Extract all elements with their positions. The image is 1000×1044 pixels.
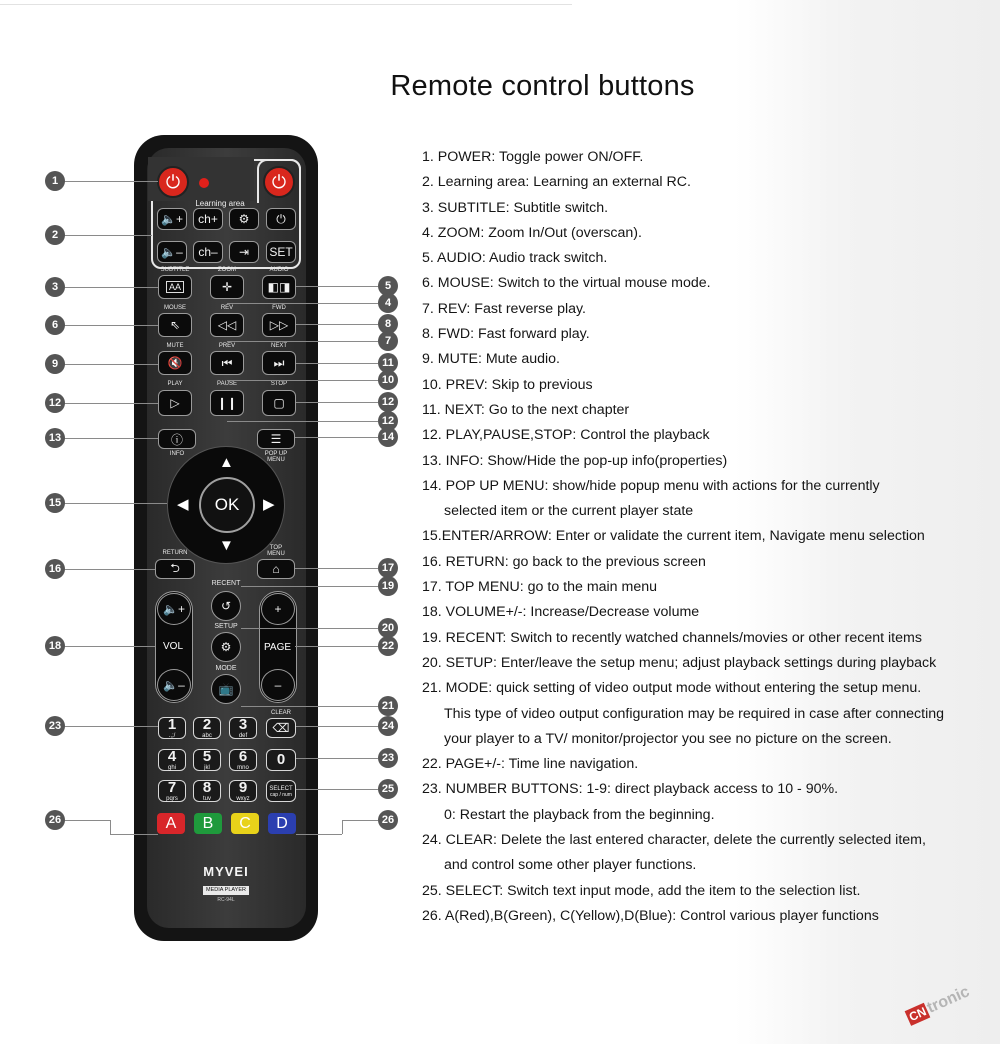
callout-11: 11 bbox=[378, 353, 398, 373]
mute-icon: 🔇 bbox=[167, 356, 183, 370]
model-number: RC-94L bbox=[217, 897, 235, 903]
ok-button[interactable]: OK bbox=[199, 477, 255, 533]
channel-down-label: ch– bbox=[198, 245, 218, 259]
skip-previous-icon: ⏮ bbox=[221, 355, 233, 370]
leader-line bbox=[296, 286, 378, 287]
media-player-badge: MEDIA PLAYER bbox=[203, 886, 249, 895]
blue-d-button[interactable]: D bbox=[268, 813, 296, 834]
subtitle-label: SUBTITLE bbox=[160, 267, 190, 273]
cursor-icon: ⇖ bbox=[169, 318, 181, 332]
arrow-down-button[interactable]: ▼ bbox=[219, 537, 234, 554]
learn-volume-down-button[interactable] bbox=[157, 241, 187, 263]
leader-line bbox=[227, 380, 378, 381]
callout-4: 4 bbox=[378, 293, 398, 313]
leader-line bbox=[296, 726, 378, 727]
description-line: 0: Restart the playback from the beginning. bbox=[444, 806, 715, 823]
leader-line bbox=[64, 364, 158, 365]
description-line: 19. RECENT: Switch to recently watched channels/movies or other recent items bbox=[422, 629, 922, 646]
callout-5: 5 bbox=[378, 276, 398, 296]
zoom-icon: ✛ bbox=[221, 280, 233, 294]
prev-button[interactable] bbox=[210, 351, 244, 375]
info-label: INFO bbox=[169, 451, 185, 457]
plus-icon: + bbox=[274, 602, 282, 616]
channel-up-label: ch+ bbox=[198, 212, 218, 226]
description-line: 16. RETURN: go back to the previous screen bbox=[422, 553, 706, 570]
callout-26: 26 bbox=[378, 810, 398, 830]
callout-7: 7 bbox=[378, 331, 398, 351]
stop-icon: ▢ bbox=[273, 396, 285, 410]
number-6-button[interactable]: 6 mno bbox=[229, 749, 257, 771]
description-line: 2. Learning area: Learning an external RC. bbox=[422, 174, 691, 191]
popup-menu-button[interactable] bbox=[257, 429, 295, 449]
learn-settings-button[interactable] bbox=[229, 208, 259, 230]
leader-line bbox=[296, 758, 378, 759]
info-button[interactable] bbox=[158, 429, 196, 449]
learn-power-small-button[interactable] bbox=[266, 208, 296, 230]
learning-area-label: Learning area bbox=[190, 199, 250, 208]
gear-icon: ⚙ bbox=[220, 640, 232, 654]
select-button[interactable]: SELECT cap / num bbox=[266, 780, 296, 802]
callout-8: 8 bbox=[378, 314, 398, 334]
callout-23: 23 bbox=[378, 748, 398, 768]
leader-line bbox=[296, 324, 378, 325]
arrow-right-button[interactable]: ▶ bbox=[263, 496, 275, 513]
fwd-label: FWD bbox=[272, 305, 286, 311]
callout-12: 12 bbox=[45, 393, 65, 413]
leader-line bbox=[64, 726, 158, 727]
power-icon: ⏻ bbox=[276, 211, 286, 226]
learn-channel-up-button[interactable] bbox=[193, 208, 223, 230]
page-label: PAGE bbox=[264, 642, 292, 653]
number-4-button[interactable]: 4 ghi bbox=[158, 749, 186, 771]
brand-logo: MYVEI bbox=[203, 864, 249, 879]
recent-button[interactable] bbox=[211, 591, 241, 621]
description-line: 13. INFO: Show/Hide the pop-up info(properties) bbox=[422, 452, 728, 469]
callout-25: 25 bbox=[378, 779, 398, 799]
leader-line bbox=[64, 403, 158, 404]
fast-forward-icon: ▷▷ bbox=[269, 318, 289, 332]
number-0-button[interactable]: 0 bbox=[266, 749, 296, 771]
number-7-button[interactable]: 7 pqrs bbox=[158, 780, 186, 802]
callout-15: 15 bbox=[45, 493, 65, 513]
description-line: 23. NUMBER BUTTONS: 1-9: direct playback access to 10 - 90%. bbox=[422, 781, 839, 798]
home-icon: ⌂ bbox=[272, 562, 280, 576]
leader-line bbox=[64, 325, 158, 326]
number-3-button[interactable]: 3 def bbox=[229, 717, 257, 739]
description-line: 4. ZOOM: Zoom In/Out (overscan). bbox=[422, 224, 642, 241]
description-line: 18. VOLUME+/-: Increase/Decrease volume bbox=[422, 604, 700, 621]
leader-line bbox=[295, 568, 378, 569]
callout-13: 13 bbox=[45, 428, 65, 448]
leader-line bbox=[296, 834, 342, 835]
watermark-text: tronic bbox=[924, 983, 973, 1017]
number-5-button[interactable]: 5 jkl bbox=[193, 749, 221, 771]
description-line: your player to a TV/ monitor/projector you see no picture on the screen. bbox=[444, 730, 892, 747]
callout-17: 17 bbox=[378, 558, 398, 578]
leader-line bbox=[342, 820, 378, 821]
leader-line bbox=[64, 646, 155, 647]
learn-input-button[interactable] bbox=[229, 241, 259, 263]
learn-volume-up-button[interactable] bbox=[157, 208, 187, 230]
leader-line bbox=[295, 437, 378, 438]
leader-line bbox=[241, 706, 378, 707]
leader-line bbox=[64, 438, 158, 439]
description-line: 26. A(Red),B(Green), C(Yellow),D(Blue): Control various player functions bbox=[422, 907, 879, 924]
description-line: 9. MUTE: Mute audio. bbox=[422, 351, 560, 368]
next-label: NEXT bbox=[270, 343, 287, 349]
leader-line bbox=[64, 181, 158, 182]
mute-button[interactable] bbox=[158, 351, 192, 375]
description-line: 25. SELECT: Switch text input mode, add the item to the selection list. bbox=[422, 882, 861, 899]
leader-line bbox=[296, 789, 378, 790]
description-line: 10. PREV: Skip to previous bbox=[422, 376, 593, 393]
leader-line bbox=[227, 303, 378, 304]
leader-line bbox=[227, 341, 378, 342]
description-line: 5. AUDIO: Audio track switch. bbox=[422, 250, 608, 267]
leader-line bbox=[64, 569, 155, 570]
mouse-button[interactable] bbox=[158, 313, 192, 337]
next-button[interactable] bbox=[262, 351, 296, 375]
leader-line bbox=[295, 646, 378, 647]
learn-power-button[interactable] bbox=[263, 166, 295, 198]
callout-14: 14 bbox=[378, 427, 398, 447]
description-line: 7. REV: Fast reverse play. bbox=[422, 300, 587, 317]
description-line: 20. SETUP: Enter/leave the setup menu; adjust playback settings during playback bbox=[422, 654, 937, 671]
description-line: 15.ENTER/ARROW: Enter or validate the current item, Navigate menu selection bbox=[422, 528, 925, 545]
recent-label: RECENT bbox=[211, 580, 241, 587]
description-line: This type of video output configuration may be required in case after connecting bbox=[444, 705, 945, 722]
description-line: 22. PAGE+/-: Time line navigation. bbox=[422, 756, 639, 773]
power-icon: ⏻ bbox=[165, 171, 181, 192]
indicator-led bbox=[199, 178, 209, 188]
input-source-icon: ⇥ bbox=[238, 245, 250, 259]
power-button[interactable] bbox=[157, 166, 189, 198]
pause-label: PAUSE bbox=[217, 381, 237, 387]
volume-up-icon: 🔈+ bbox=[161, 212, 183, 226]
page-title: Remote control buttons bbox=[390, 70, 695, 102]
mute-label: MUTE bbox=[166, 343, 184, 349]
watermark-cn: CN bbox=[905, 1003, 931, 1026]
leader-line bbox=[64, 820, 110, 821]
leader-line bbox=[241, 586, 378, 587]
description-line: 17. TOP MENU: go to the main menu bbox=[422, 579, 658, 596]
callout-22: 22 bbox=[378, 636, 398, 656]
rewind-icon: ◁◁ bbox=[217, 318, 237, 332]
callout-20: 20 bbox=[378, 618, 398, 638]
stop-button[interactable] bbox=[262, 390, 296, 416]
info-icon: ⓘ bbox=[170, 432, 183, 447]
description-line: selected item or the current player state bbox=[444, 503, 694, 520]
description-line: 6. MOUSE: Switch to the virtual mouse mode. bbox=[422, 275, 711, 292]
description-line: 3. SUBTITLE: Subtitle switch. bbox=[422, 199, 609, 216]
audio-icon: ◧◨ bbox=[267, 280, 291, 294]
red-a-button[interactable]: A bbox=[157, 813, 185, 834]
leader-line bbox=[241, 628, 378, 629]
description-line: 14. POP UP MENU: show/hide popup menu with actions for the currently bbox=[422, 477, 880, 494]
leader-line bbox=[342, 820, 343, 834]
description-line: 12. PLAY,PAUSE,STOP: Control the playback bbox=[422, 427, 710, 444]
mode-label: MODE bbox=[215, 665, 237, 672]
callout-23: 23 bbox=[45, 716, 65, 736]
leader-line bbox=[64, 503, 167, 504]
number-2-button[interactable]: 2 abc bbox=[193, 717, 221, 739]
callout-6: 6 bbox=[45, 315, 65, 335]
fwd-button[interactable] bbox=[262, 313, 296, 337]
yellow-c-button[interactable]: C bbox=[231, 813, 259, 834]
minus-icon: – bbox=[274, 678, 282, 692]
audio-button[interactable] bbox=[262, 275, 296, 299]
return-label: RETURN bbox=[162, 550, 188, 556]
leader-line bbox=[296, 363, 378, 364]
description-line: 8. FWD: Fast forward play. bbox=[422, 326, 590, 343]
description-line: 1. POWER: Toggle power ON/OFF. bbox=[422, 149, 644, 165]
tv-icon: 📺 bbox=[218, 682, 234, 696]
volume-up-icon: 🔈+ bbox=[163, 602, 185, 616]
callout-16: 16 bbox=[45, 559, 65, 579]
callout-2: 2 bbox=[45, 225, 65, 245]
vol-label: VOL bbox=[163, 641, 184, 652]
volume-down-icon: 🔈– bbox=[161, 245, 183, 259]
audio-label: AUDIO bbox=[269, 267, 289, 273]
subtitle-icon: AA bbox=[166, 281, 184, 293]
description-line: 24. CLEAR: Delete the last entered character, delete the currently selected item, bbox=[422, 832, 926, 849]
callout-24: 24 bbox=[378, 716, 398, 736]
rev-label: REV bbox=[220, 305, 234, 311]
description-line: 21. MODE: quick setting of video output mode without entering the setup menu. bbox=[422, 680, 922, 697]
green-b-button[interactable]: B bbox=[194, 813, 222, 834]
arrow-left-button[interactable]: ◀ bbox=[177, 496, 189, 513]
description-line: and control some other player functions. bbox=[444, 857, 697, 874]
mouse-label: MOUSE bbox=[163, 305, 186, 311]
top-menu-label: TOP MENU bbox=[267, 545, 285, 558]
leader-line bbox=[227, 421, 378, 422]
callout-26: 26 bbox=[45, 810, 65, 830]
return-icon: ⮌ bbox=[170, 560, 180, 575]
popup-menu-label: POP UP MENU bbox=[264, 451, 288, 464]
leader-line bbox=[110, 834, 158, 835]
description-list bbox=[422, 145, 992, 929]
mode-button[interactable] bbox=[211, 674, 241, 704]
leader-line bbox=[64, 235, 152, 236]
volume-down-button[interactable] bbox=[157, 669, 191, 701]
clear-button[interactable] bbox=[266, 718, 296, 738]
callout-21: 21 bbox=[378, 696, 398, 716]
history-icon: ↺ bbox=[220, 599, 232, 613]
callout-9: 9 bbox=[45, 354, 65, 374]
pause-button[interactable] bbox=[210, 390, 244, 416]
callout-18: 18 bbox=[45, 636, 65, 656]
leader-line bbox=[110, 820, 111, 834]
stop-label: STOP bbox=[270, 381, 288, 387]
callout-12: 12 bbox=[378, 392, 398, 412]
play-icon: ▷ bbox=[170, 396, 180, 410]
callout-19: 19 bbox=[378, 576, 398, 596]
power-icon: ⏻ bbox=[271, 171, 287, 192]
pause-icon: ❙❙ bbox=[216, 396, 238, 410]
return-button[interactable] bbox=[155, 559, 195, 579]
skip-next-icon: ⏭ bbox=[273, 355, 285, 370]
menu-icon: ☰ bbox=[270, 432, 282, 446]
arrow-up-button[interactable]: ▲ bbox=[219, 454, 234, 471]
volume-up-button[interactable] bbox=[157, 593, 191, 625]
number-8-button[interactable]: 8 tuv bbox=[193, 780, 221, 802]
zoom-button[interactable] bbox=[210, 275, 244, 299]
callout-12: 12 bbox=[378, 411, 398, 431]
gear-icon: ⚙ bbox=[238, 212, 250, 226]
learn-set-button[interactable] bbox=[266, 241, 296, 263]
number-9-button[interactable]: 9 wxyz bbox=[229, 780, 257, 802]
setup-label: SETUP bbox=[214, 623, 238, 630]
leader-line bbox=[296, 402, 378, 403]
number-1-button[interactable]: 1 .,;/ bbox=[158, 717, 186, 739]
leader-line bbox=[64, 287, 158, 288]
backspace-icon: ⌫ bbox=[272, 721, 290, 735]
learn-channel-down-button[interactable] bbox=[193, 241, 223, 263]
callout-10: 10 bbox=[378, 370, 398, 390]
callout-3: 3 bbox=[45, 277, 65, 297]
setup-button[interactable] bbox=[211, 632, 241, 662]
rev-button[interactable] bbox=[210, 313, 244, 337]
top-divider bbox=[0, 4, 572, 5]
subtitle-button[interactable] bbox=[158, 275, 192, 299]
page-up-button[interactable] bbox=[261, 593, 295, 625]
top-menu-button[interactable] bbox=[257, 559, 295, 579]
page-down-button[interactable] bbox=[261, 669, 295, 701]
callout-1: 1 bbox=[45, 171, 65, 191]
volume-down-icon: 🔈– bbox=[163, 678, 185, 692]
play-button[interactable] bbox=[158, 390, 192, 416]
zoom-label: ZOOM bbox=[218, 267, 236, 273]
clear-label: CLEAR bbox=[270, 710, 291, 716]
set-label: SET bbox=[269, 245, 293, 259]
description-line: 11. NEXT: Go to the next chapter bbox=[422, 401, 630, 418]
prev-label: PREV bbox=[218, 343, 236, 349]
play-label: PLAY bbox=[167, 381, 183, 387]
